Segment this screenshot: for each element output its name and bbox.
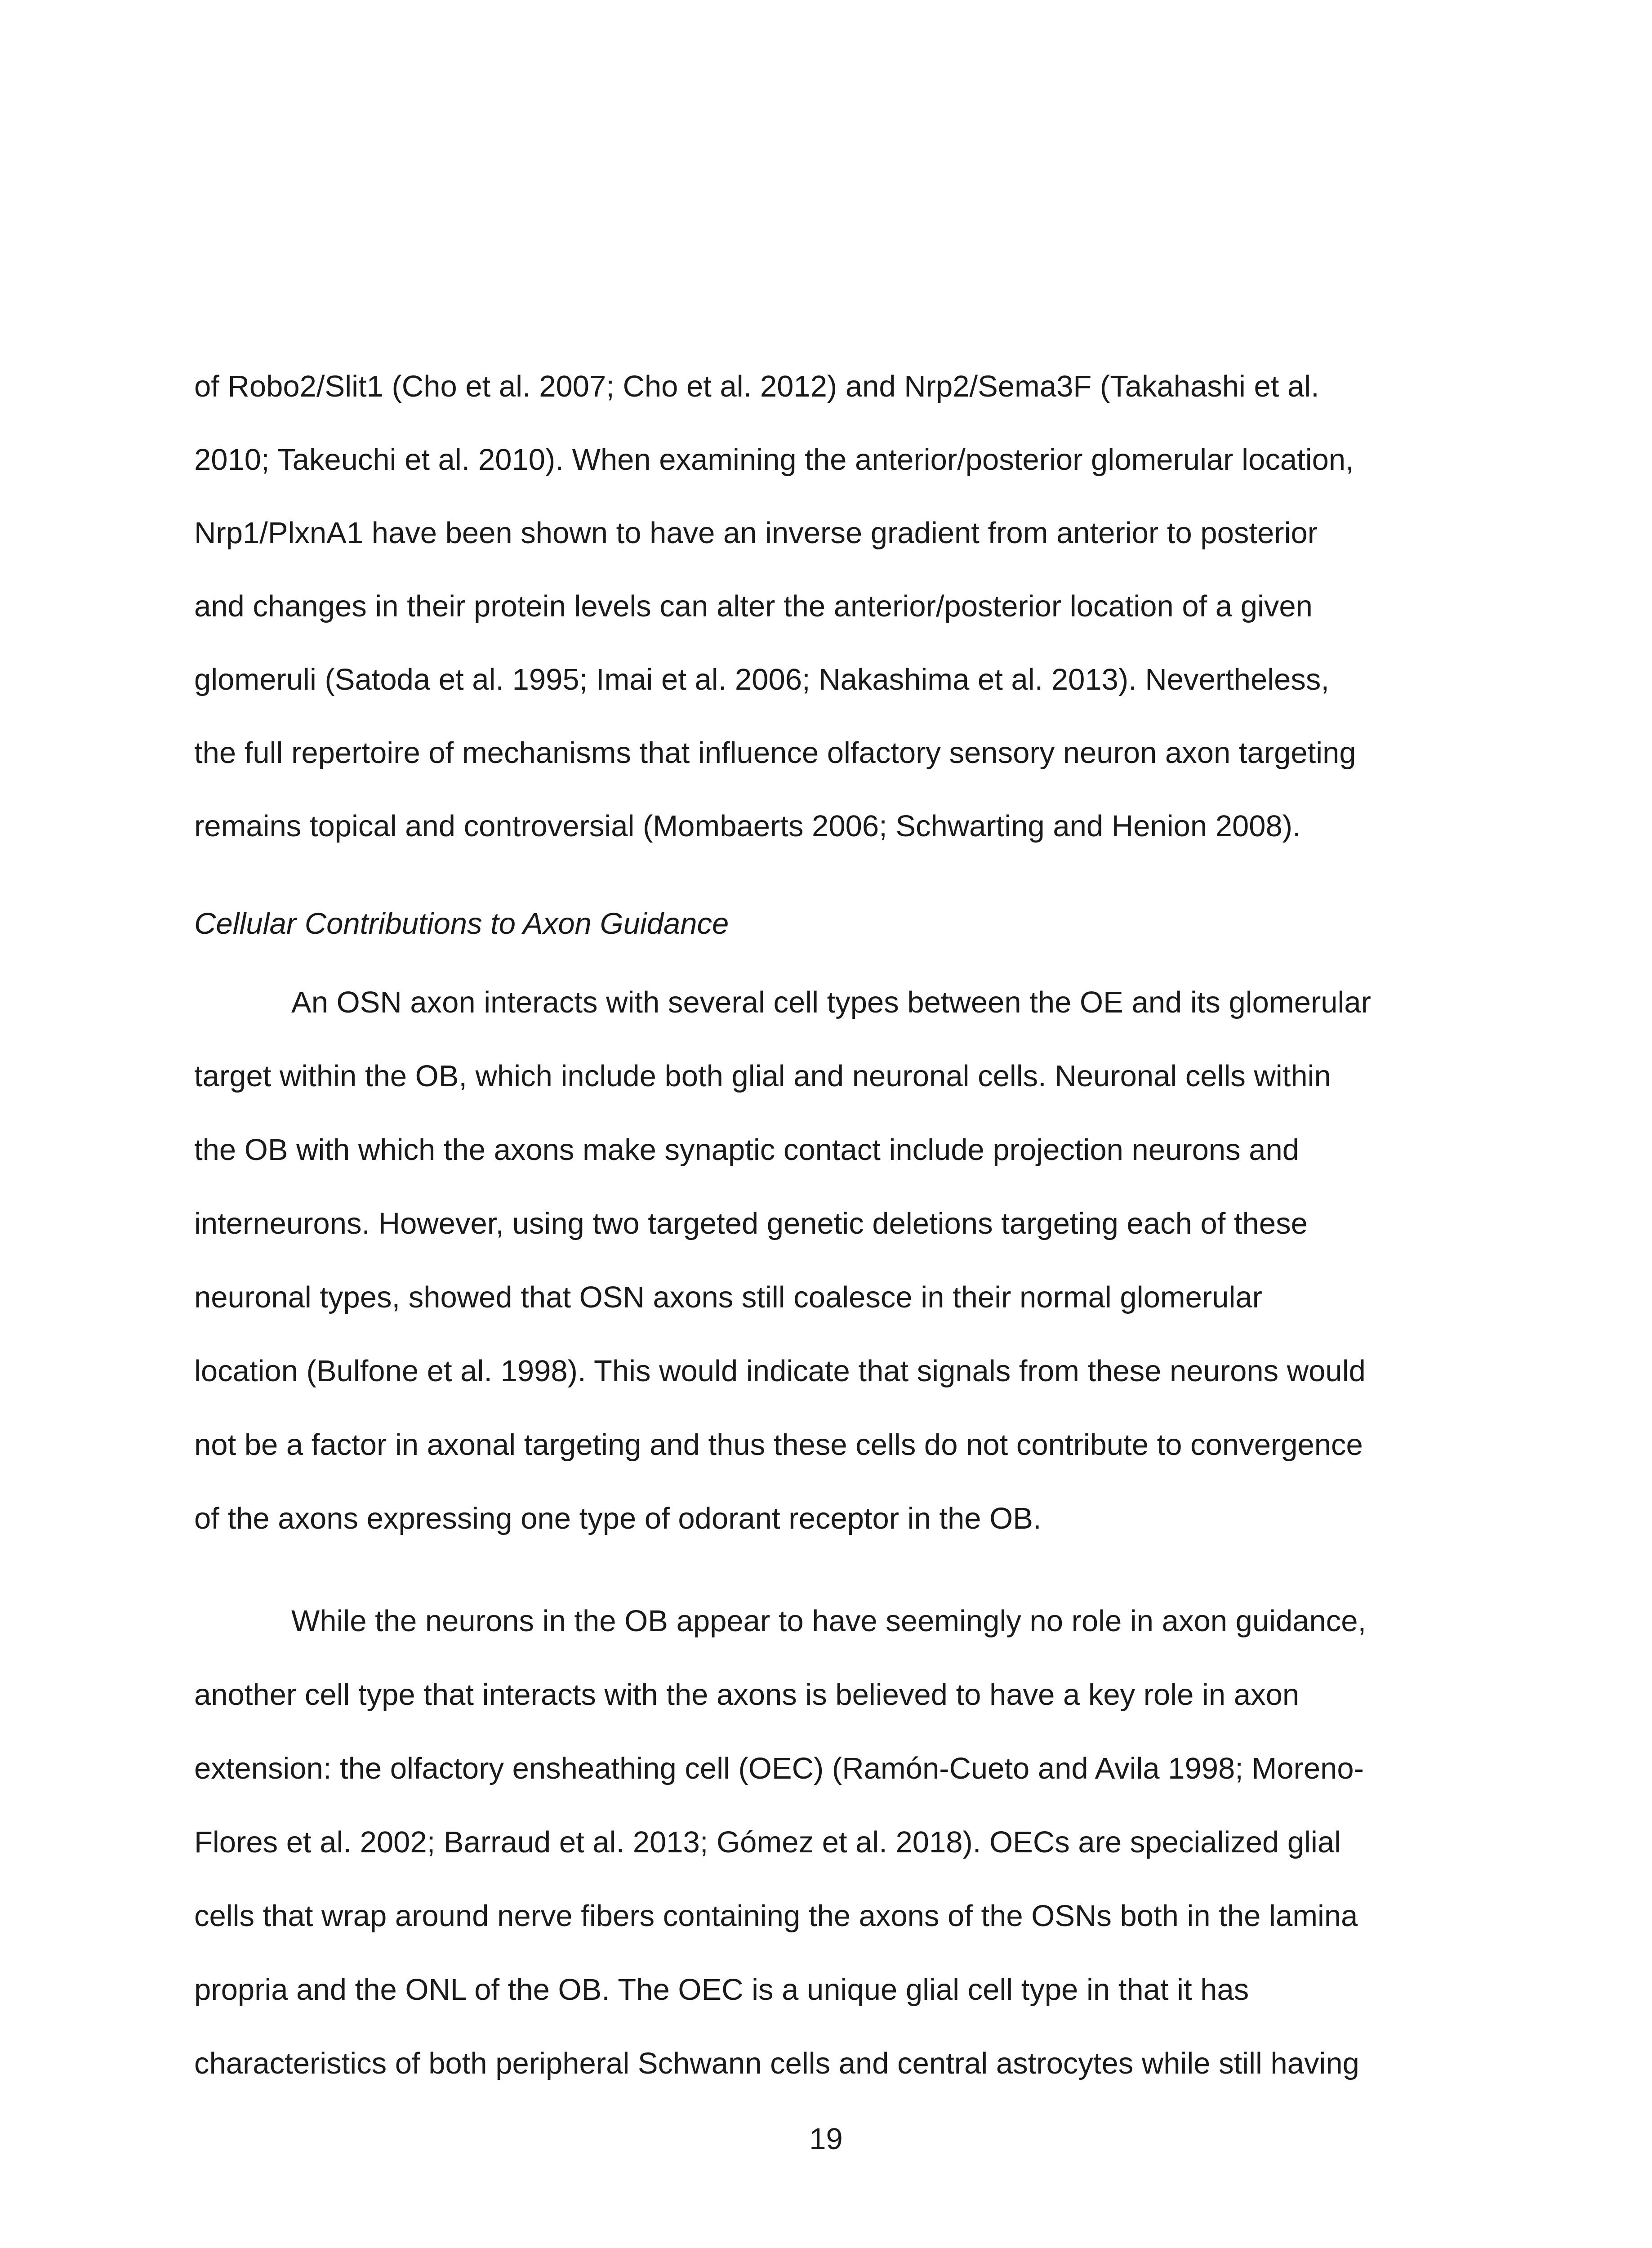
text-line: glomeruli (Satoda et al. 1995; Imai et al. 2006; Nakashima et al. 2013). Nevertheless, — [194, 663, 1330, 696]
text-line: An OSN axon interacts with several cell types between the OE and its glomerular — [291, 986, 1371, 1019]
text-line: Nrp1/PlxnA1 have been shown to have an inverse gradient from anterior to posterior — [194, 516, 1318, 550]
text-line: another cell type that interacts with the axons is believed to have a key role in axon — [194, 1678, 1300, 1712]
text-line: characteristics of both peripheral Schwann cells and central astrocytes while still having — [194, 2047, 1359, 2080]
text-line: and changes in their protein levels can alter the anterior/posterior location of a given — [194, 589, 1313, 623]
text-line: propria and the ONL of the OB. The OEC is a unique glial cell type in that it has — [194, 1973, 1249, 2007]
text-line: extension: the olfactory ensheathing cell (OEC) (Ramón-Cueto and Avila 1998; Moreno- — [194, 1752, 1364, 1785]
text-line: not be a factor in axonal targeting and thus these cells do not contribute to convergence — [194, 1428, 1363, 1462]
text-line: the full repertoire of mechanisms that influence olfactory sensory neuron axon targeting — [194, 736, 1356, 770]
text-line: remains topical and controversial (Mombaerts 2006; Schwarting and Henion 2008). — [194, 809, 1301, 843]
text-line: neuronal types, showed that OSN axons still coalesce in their normal glomerular — [194, 1280, 1262, 1314]
text-line: of the axons expressing one type of odorant receptor in the OB. — [194, 1502, 1042, 1535]
text-line: cells that wrap around nerve fibers containing the axons of the OSNs both in the lamina — [194, 1899, 1358, 1933]
text-line: target within the OB, which include both glial and neuronal cells. Neuronal cells within — [194, 1059, 1331, 1093]
text-line: location (Bulfone et al. 1998). This would indicate that signals from these neurons would — [194, 1354, 1366, 1388]
section-heading: Cellular Contributions to Axon Guidance — [194, 907, 729, 941]
page-number: 19 — [809, 2122, 843, 2156]
text-line: While the neurons in the OB appear to have seemingly no role in axon guidance, — [291, 1604, 1367, 1638]
text-line: interneurons. However, using two targeted genetic deletions targeting each of these — [194, 1207, 1308, 1240]
text-line: 2010; Takeuchi et al. 2010). When examining the anterior/posterior glomerular location, — [194, 443, 1354, 477]
text-line: of Robo2/Slit1 (Cho et al. 2007; Cho et al. 2012) and Nrp2/Sema3F (Takahashi et al. — [194, 370, 1319, 403]
text-line: Flores et al. 2002; Barraud et al. 2013; Gómez et al. 2018). OECs are specialized glial — [194, 1825, 1341, 1859]
text-line: the OB with which the axons make synaptic contact include projection neurons and — [194, 1133, 1300, 1167]
